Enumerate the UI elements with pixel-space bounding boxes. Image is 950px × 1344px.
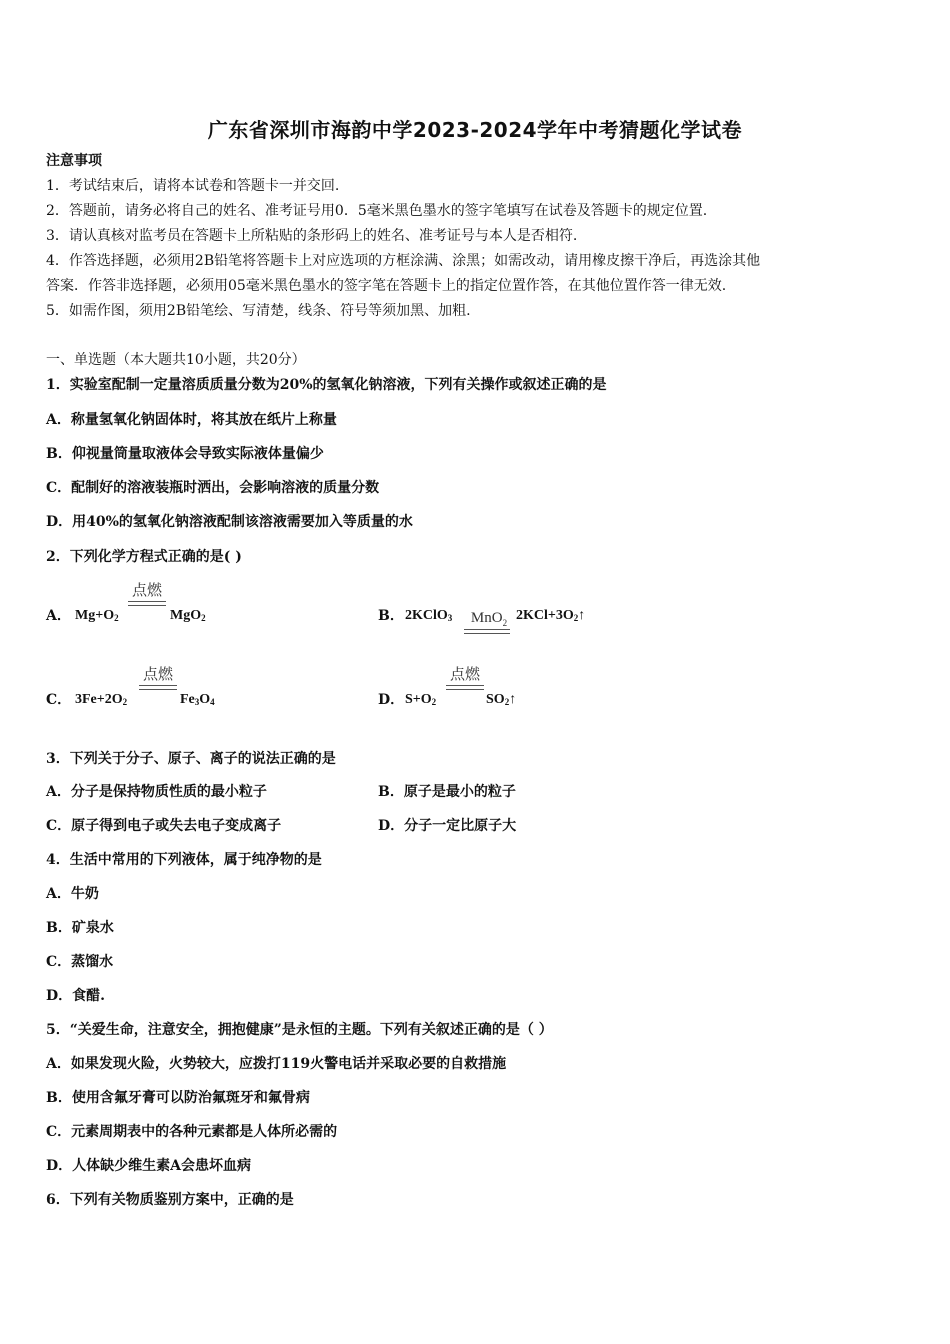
q5-option-d: D．人体缺少维生素A会患坏血病	[46, 1158, 252, 1174]
notice-item-4: 4．作答选择题，必须用2B铅笔将答题卡上对应选项的方框涂满、涂黑；如需改动，请用橡皮擦干净后，再选涂其他	[46, 253, 761, 269]
q2-option-d-label: D．	[378, 692, 405, 708]
q5-option-b: B．使用含氟牙膏可以防治氟斑牙和氟骨病	[46, 1090, 310, 1106]
q3-option-d: D．分子一定比原子大	[378, 818, 517, 834]
notice-item-1: 1．考试结束后，请将本试卷和答题卡一并交回.	[46, 178, 340, 194]
section-heading: 一、单选题（本大题共10小题，共20分）	[46, 352, 306, 368]
q2-option-b-catalyst	[461, 610, 517, 631]
q2-option-b-reactants: 2KClO$_3$	[405, 608, 453, 623]
q2-option-a-condition: 点燃	[131, 581, 162, 599]
q1-stem: 1．实验室配制一定量溶质质量分数为20%的氢氧化钠溶液，下列有关操作或叙述正确的是	[46, 377, 607, 393]
notice-item-2: 2．答题前，请务必将自己的姓名、准考证号用0．5毫米黑色墨水的签字笔填写在试卷及答题卡的规定位置.	[46, 203, 708, 219]
q2-option-d-products: $SO_2↑$	[486, 692, 517, 707]
q1-option-c: C．配制好的溶液装瓶时洒出，会影响溶液的质量分数	[46, 480, 380, 496]
q2-option-b-label: B．	[378, 608, 404, 624]
q2-option-a-reactants: $Mg+O_2$	[75, 608, 119, 623]
q5-option-c: C．元素周期表中的各种元素都是人体所必需的	[46, 1124, 338, 1140]
q2-option-b-equals-sign	[464, 629, 510, 634]
notice-item-4-cont: 答案．作答非选择题，必须用05毫米黑色墨水的签字笔在答题卡上的指定位置作答，在其他位置作答一律无效.	[46, 278, 727, 294]
q2-option-c-label: C．	[46, 692, 72, 708]
q1-option-b: B．仰视量筒量取液体会导致实际液体量偏少	[46, 446, 324, 462]
q2-option-c-condition: 点燃	[142, 665, 173, 683]
q2-option-d-condition: 点燃	[449, 665, 480, 683]
q4-option-a: A．牛奶	[46, 886, 99, 902]
notice-item-3: 3．请认真核对监考员在答题卡上所粘贴的条形码上的姓名、准考证号与本人是否相符.	[46, 228, 578, 244]
q2-option-b-catalyst-formula: MnO	[470, 610, 503, 626]
q3-option-c: C．原子得到电子或失去电子变成离子	[46, 818, 282, 834]
q5-option-a: A．如果发现火险，火势较大，应拨打119火警电话并采取必要的自救措施	[46, 1056, 507, 1072]
notice-item-5: 5．如需作图，须用2B铅笔绘、写清楚，线条、符号等须加黑、加粗.	[46, 303, 471, 319]
q2-option-c-products: $Fe_3O_4$	[180, 692, 215, 707]
q2-option-c-equals-sign	[139, 685, 177, 690]
q4-option-c: C．蒸馏水	[46, 954, 114, 970]
q2-option-b-products: $2KCl+3O_2↑$	[516, 608, 586, 623]
q1-option-a: A．称量氢氧化钠固体时，将其放在纸片上称量	[46, 412, 337, 428]
notice-heading: 注意事项	[46, 153, 102, 169]
q2-stem: 2．下列化学方程式正确的是( )	[46, 549, 242, 565]
q2-option-a-products: MgO$_2$	[170, 608, 206, 623]
page-title: 广东省深圳市海韵中学2023-2024学年中考猜题化学试卷	[207, 118, 743, 142]
q6-stem: 6．下列有关物质鉴别方案中，正确的是	[46, 1192, 294, 1208]
q4-stem: 4．生活中常用的下列液体，属于纯净物的是	[46, 852, 322, 868]
q2-option-a-equals-sign	[128, 601, 166, 606]
q4-option-d: D．食醋.	[46, 988, 106, 1004]
q5-stem: 5．“关爱生命，注意安全，拥抱健康”是永恒的主题。下列有关叙述正确的是（ ）	[46, 1022, 553, 1038]
q3-option-a: A．分子是保持物质性质的最小粒子	[46, 784, 267, 800]
q4-option-b: B．矿泉水	[46, 920, 114, 936]
q2-option-c-reactants: $3Fe+2O_2$	[75, 692, 128, 707]
q2-option-a-label: A．	[46, 608, 71, 624]
q3-stem: 3．下列关于分子、原子、离子的说法正确的是	[46, 751, 336, 767]
q1-option-d: D．用40%的氢氧化钠溶液配制该溶液需要加入等质量的水	[46, 514, 413, 530]
q3-option-b: B．原子是最小的粒子	[378, 784, 516, 800]
q2-option-d-equals-sign	[446, 685, 484, 690]
q2-option-d-reactants: $S+O_2$	[405, 692, 437, 707]
q2-option-b-catalyst-subscript: 2	[502, 618, 508, 628]
